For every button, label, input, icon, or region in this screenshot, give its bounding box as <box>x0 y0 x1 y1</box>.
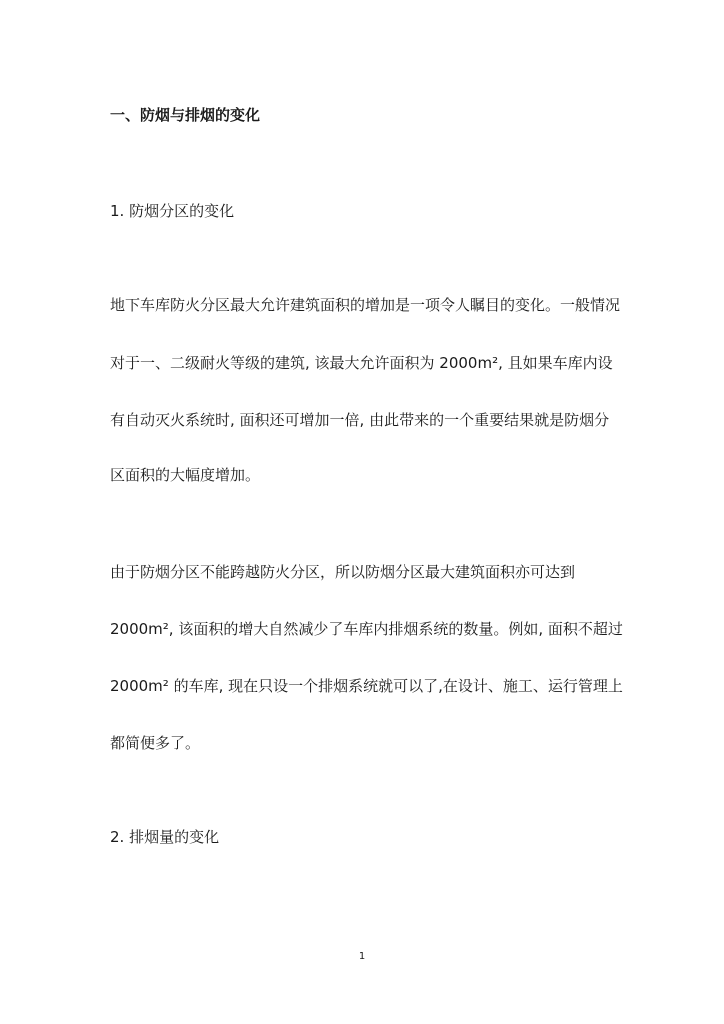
paragraph-1-line-1: 地下车库防火分区最大允许建筑面积的增加是一项令人瞩目的变化。一般情况 <box>110 296 621 314</box>
section-heading: 一、防烟与排烟的变化 <box>110 106 261 124</box>
paragraph-2-line-3: 2000m² 的车库, 现在只设一个排烟系统就可以了,在设计、施工、运行管理上 <box>110 677 623 695</box>
page-number: 1 <box>358 951 366 962</box>
paragraph-1-line-2: 对于一、二级耐火等级的建筑, 该最大允许面积为 2000m², 且如果车库内设 <box>110 354 613 372</box>
paragraph-1-line-3: 有自动灭火系统时, 面积还可增加一倍, 由此带来的一个重要结果就是防烟分 <box>110 411 610 429</box>
subsection-heading-1: 1. 防烟分区的变化 <box>110 202 235 220</box>
subsection-heading-2: 2. 排烟量的变化 <box>110 828 220 846</box>
paragraph-2-line-4: 都简便多了。 <box>110 734 201 752</box>
paragraph-2-line-1: 由于防烟分区不能跨越防火分区，所以防烟分区最大建筑面积亦可达到 <box>110 563 576 581</box>
paragraph-1-line-4: 区面积的大幅度增加。 <box>110 466 261 484</box>
paragraph-2-line-2: 2000m², 该面积的增大自然减少了车库内排烟系统的数量。例如, 面积不超过 <box>110 620 623 638</box>
